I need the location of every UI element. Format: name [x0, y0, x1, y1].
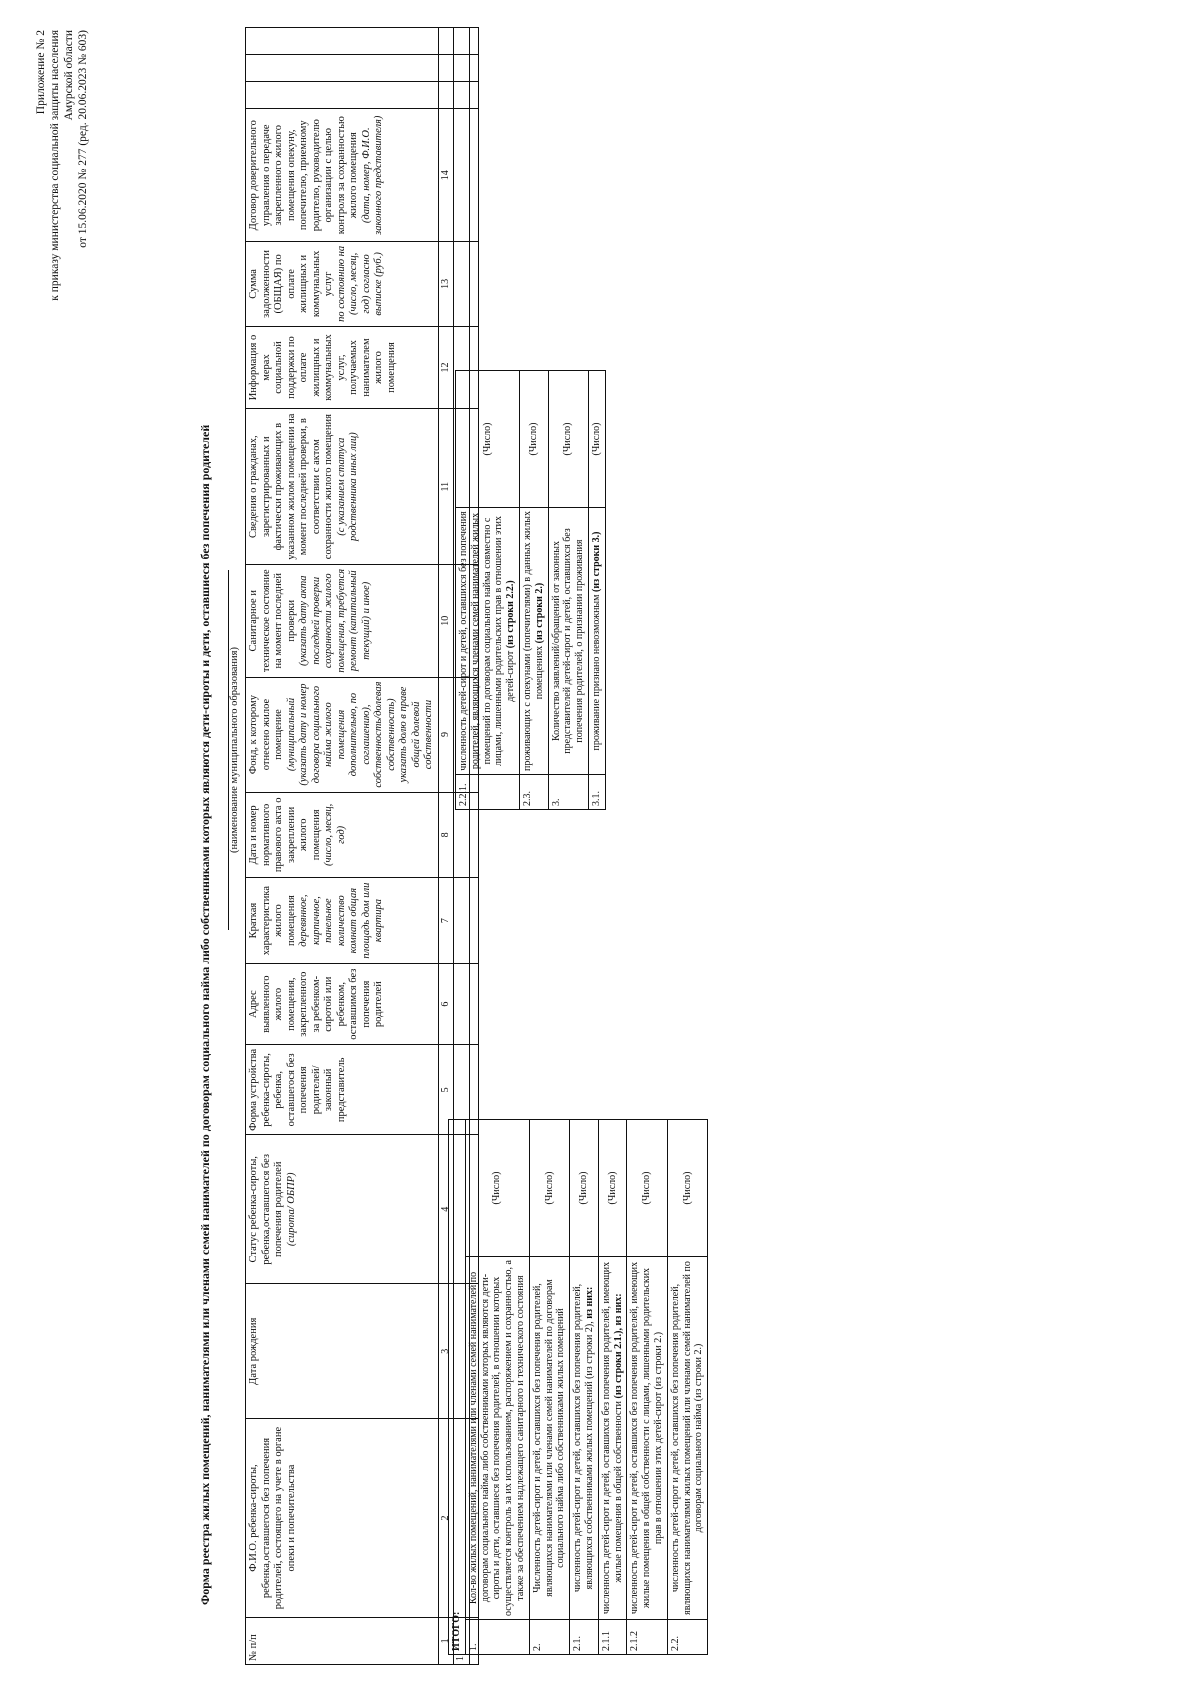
totals-row-number: 3.1.: [588, 775, 605, 810]
totals-row: [465, 1120, 529, 1655]
totals-row-label: численность детей-сирот и детей, оставшихся без попечения родителей, имеющих жилые помещения в общей собственности (из строки 2.1.), из них:: [598, 1257, 627, 1620]
col-number: [438, 55, 454, 82]
appendix-date: от 15.06.2020 № 277 (ред. 20.06.2023 № 603): [77, 30, 89, 248]
totals-row-label: Количество заявлений/обращений от законных представителей детей-сирот и детей, оставшихся без попечения родителей, о признании проживания: [548, 508, 588, 775]
col-header-1: № п/п: [246, 1617, 439, 1664]
appendix-order: к приказу министерства социальной защиты населения: [49, 30, 61, 301]
totals-row-label: численность детей-сирот и детей, оставшихся без попечения родителей, являющихся собственниками жилых помещений (из строки 2), из них:: [570, 1257, 599, 1620]
form-subtitle: (наименование муниципального образования): [229, 646, 240, 854]
col-header-8: Дата и номер нормативного правового акта о закреплении жилого помещения (число, месяц, год): [246, 792, 439, 878]
table-cell: [454, 964, 470, 1045]
totals-heading-row: [449, 1120, 466, 1655]
col-number: 12: [438, 326, 454, 409]
totals-row-label: проживание признано невозможным (из строки 3.): [588, 508, 605, 775]
col-number: [438, 82, 454, 109]
col-header-5: Форма устройства ребенка-сироты, ребенка, оставшегося без попечения родителей/законный представитель: [246, 1045, 439, 1135]
totals-row-label: проживающих с опекунами (попечителями) в данных жилых помещениях (из строки 2.): [519, 508, 548, 775]
totals-row-value: (Число): [627, 1120, 667, 1257]
totals-row-number: 2.3.: [519, 775, 548, 810]
totals-row-number: 2.2.: [667, 1620, 707, 1655]
col-header-blank-3: [246, 28, 439, 55]
table-cell: [454, 242, 470, 326]
col-header-blank-1: [246, 82, 439, 109]
table-cell: [454, 82, 470, 109]
totals-row: [598, 1120, 627, 1655]
col-header-13: Сумма задолженности (ОБЩАЯ) по оплате жилищных и коммунальных услуг по состоянию на (число, месяц, год) согласно выписке (руб.): [246, 242, 439, 326]
col-number: 9: [438, 677, 454, 792]
totals-row-number: 3.: [548, 775, 588, 810]
col-header-4: Статус ребенка-сироты, ребенка,оставшегося без попечения родителей (сирота/ ОБПР): [246, 1135, 439, 1284]
totals-row-label: численность детей-сирот и детей, оставшихся без попечения родителей, являющихся членами семей нанимателей жилых помещений по договорам социального найма совместно с лицами, лишенными родительских прав в отношении этих детей-сирот (из строки 2.2.): [456, 508, 520, 775]
col-number: 10: [438, 564, 454, 677]
table-cell: [454, 109, 470, 242]
totals-row-value: (Число): [548, 371, 588, 508]
totals-row-number: 2.: [529, 1620, 569, 1655]
form-title: Форма реестра жилых помещений, нанимателями или членами семей нанимателей по договорам социального найма либо собственниками которых являются дети-сироты и дети, оставшиеся без попечения родителей: [198, 424, 212, 1605]
table-cell: [469, 242, 478, 326]
totals-row-value: (Число): [529, 1120, 569, 1257]
col-number: 3: [438, 1284, 454, 1419]
totals-row: [519, 371, 548, 810]
col-header-14: Договор доверительного управления о передаче закрепленного жилого помещения опекуну, попечителю, приемному родителю, руководителю организации с целью контроля за сохранностью жилого помещения (дата, номер, Ф.И.О. законного представителя): [246, 109, 439, 242]
col-header-9: Фонд, к которому отнесено жилое помещение (муниципальный (указать дату и номер договора социального найма жилого помещения дополнительно, по соглашению), собственность/долевая собственность) указать долю в праве общей долевой собственности: [246, 677, 439, 792]
totals-row-label: численность детей-сирот и детей, оставшихся без попечения родителей, являющихся нанимателями жилых помещений или членами семей нанимателей по договорам социального найма (из строки 2.): [667, 1257, 707, 1620]
col-number: 1: [438, 1617, 454, 1664]
totals-row-value: (Число): [588, 371, 605, 508]
col-header-3: Дата рождения: [246, 1284, 439, 1419]
table-cell: [469, 109, 478, 242]
totals-row-value: (Число): [598, 1120, 627, 1257]
col-number: 13: [438, 242, 454, 326]
totals-row: [529, 1120, 569, 1655]
registry-table: [245, 27, 479, 1665]
col-number: 7: [438, 878, 454, 964]
totals-heading: ИТОГО:: [449, 1120, 466, 1655]
totals-table-left: [448, 1119, 708, 1655]
table-cell: [454, 55, 470, 82]
totals-row-label: численность детей-сирот и детей, оставшихся без попечения родителей, имеющих жилые помещения в общей собственности с лицами, лишенными родительских прав в отношении этих детей-сирот (из строки 2.): [627, 1257, 667, 1620]
col-header-6: Адрес выявленного жилого помещения, закрепленного за ребенком-сиротой или ребенком, оставшимся без попечения родителей: [246, 964, 439, 1045]
totals-row: [667, 1120, 707, 1655]
totals-row-number: 2.2.1.: [456, 775, 520, 810]
totals-row-value: (Число): [570, 1120, 599, 1257]
row-number: 1: [454, 1617, 470, 1664]
table-cell: [454, 878, 470, 964]
appendix-number: Приложение № 2: [35, 30, 47, 115]
col-number: 6: [438, 964, 454, 1045]
totals-row: [548, 371, 588, 810]
totals-row-value: (Число): [465, 1120, 529, 1257]
col-header-12: Информация о мерах социальной поддержки по оплате жилищных и коммунальных услуг, получаемых нанимателем жилого помещения: [246, 326, 439, 409]
col-number: 5: [438, 1045, 454, 1135]
totals-row-number: 1.: [465, 1620, 529, 1655]
totals-row-label: Кол-во жилых помещений, нанимателями или членами семей нанимателей по договорам социального найма либо собственниками которых являются дети-сироты и дети, оставшиеся без попечения родителей, в отношении которых осуществляется контроль за их использованием, распоряжением и сохранностью, а также за обеспечением надлежащего санитарного и технического состояния: [465, 1257, 529, 1620]
totals-row: [588, 371, 605, 810]
col-number: 2: [438, 1419, 454, 1617]
totals-table-right: [455, 370, 606, 810]
table-cell: [469, 28, 478, 55]
table-cell: [469, 82, 478, 109]
totals-row-value: (Число): [519, 371, 548, 508]
col-number: [438, 28, 454, 55]
table-cell: [469, 55, 478, 82]
col-header-blank-2: [246, 55, 439, 82]
table-cell: [469, 878, 478, 964]
totals-row: [570, 1120, 599, 1655]
col-number: 14: [438, 109, 454, 242]
totals-row-value: (Число): [667, 1120, 707, 1257]
totals-row-value: (Число): [456, 371, 520, 508]
totals-row-label: Численность детей-сирот и детей, оставшихся без попечения родителей, являющихся нанимателями или членами семей нанимателей по договорам социального найма либо собственниками жилых помещений: [529, 1257, 569, 1620]
col-number: 11: [438, 409, 454, 565]
table-cell: [454, 28, 470, 55]
appendix-region: Амурской области: [63, 30, 75, 121]
table-cell: [469, 964, 478, 1045]
col-number: 4: [438, 1135, 454, 1284]
col-header-2: Ф.И.О. ребенка-сироты, ребенка,оставшегося без попечения родителей, состоящего на учете в органе опеки и попечительства: [246, 1419, 439, 1617]
col-header-10: Санитарное и техническое состояние на момент последней проверки (указать дату акта последней проверки сохранности жилого помещения, требуется ремонт (капитальный текущий) и иное): [246, 564, 439, 677]
header-row: [246, 28, 439, 1665]
col-number: 8: [438, 792, 454, 878]
appendix-header: [34, 30, 90, 301]
totals-row-number: 2.1.: [570, 1620, 599, 1655]
totals-row-number: 2.1.1: [598, 1620, 627, 1655]
col-header-11: Сведения о гражданах, зарегистрированных и фактически проживающих в указанном жилом помещении на момент последней проверки, в соответствии с актом сохранности жилого помещения (с указанием статуса родственника иных лиц): [246, 409, 439, 565]
totals-row-number: 2.1.2: [627, 1620, 667, 1655]
totals-row: [627, 1120, 667, 1655]
col-header-7: Краткая характеристика жилого помещения деревянное, кирпичное, панельное количество комнат общая площадь дом или квартира: [246, 878, 439, 964]
totals-row: [456, 371, 520, 810]
